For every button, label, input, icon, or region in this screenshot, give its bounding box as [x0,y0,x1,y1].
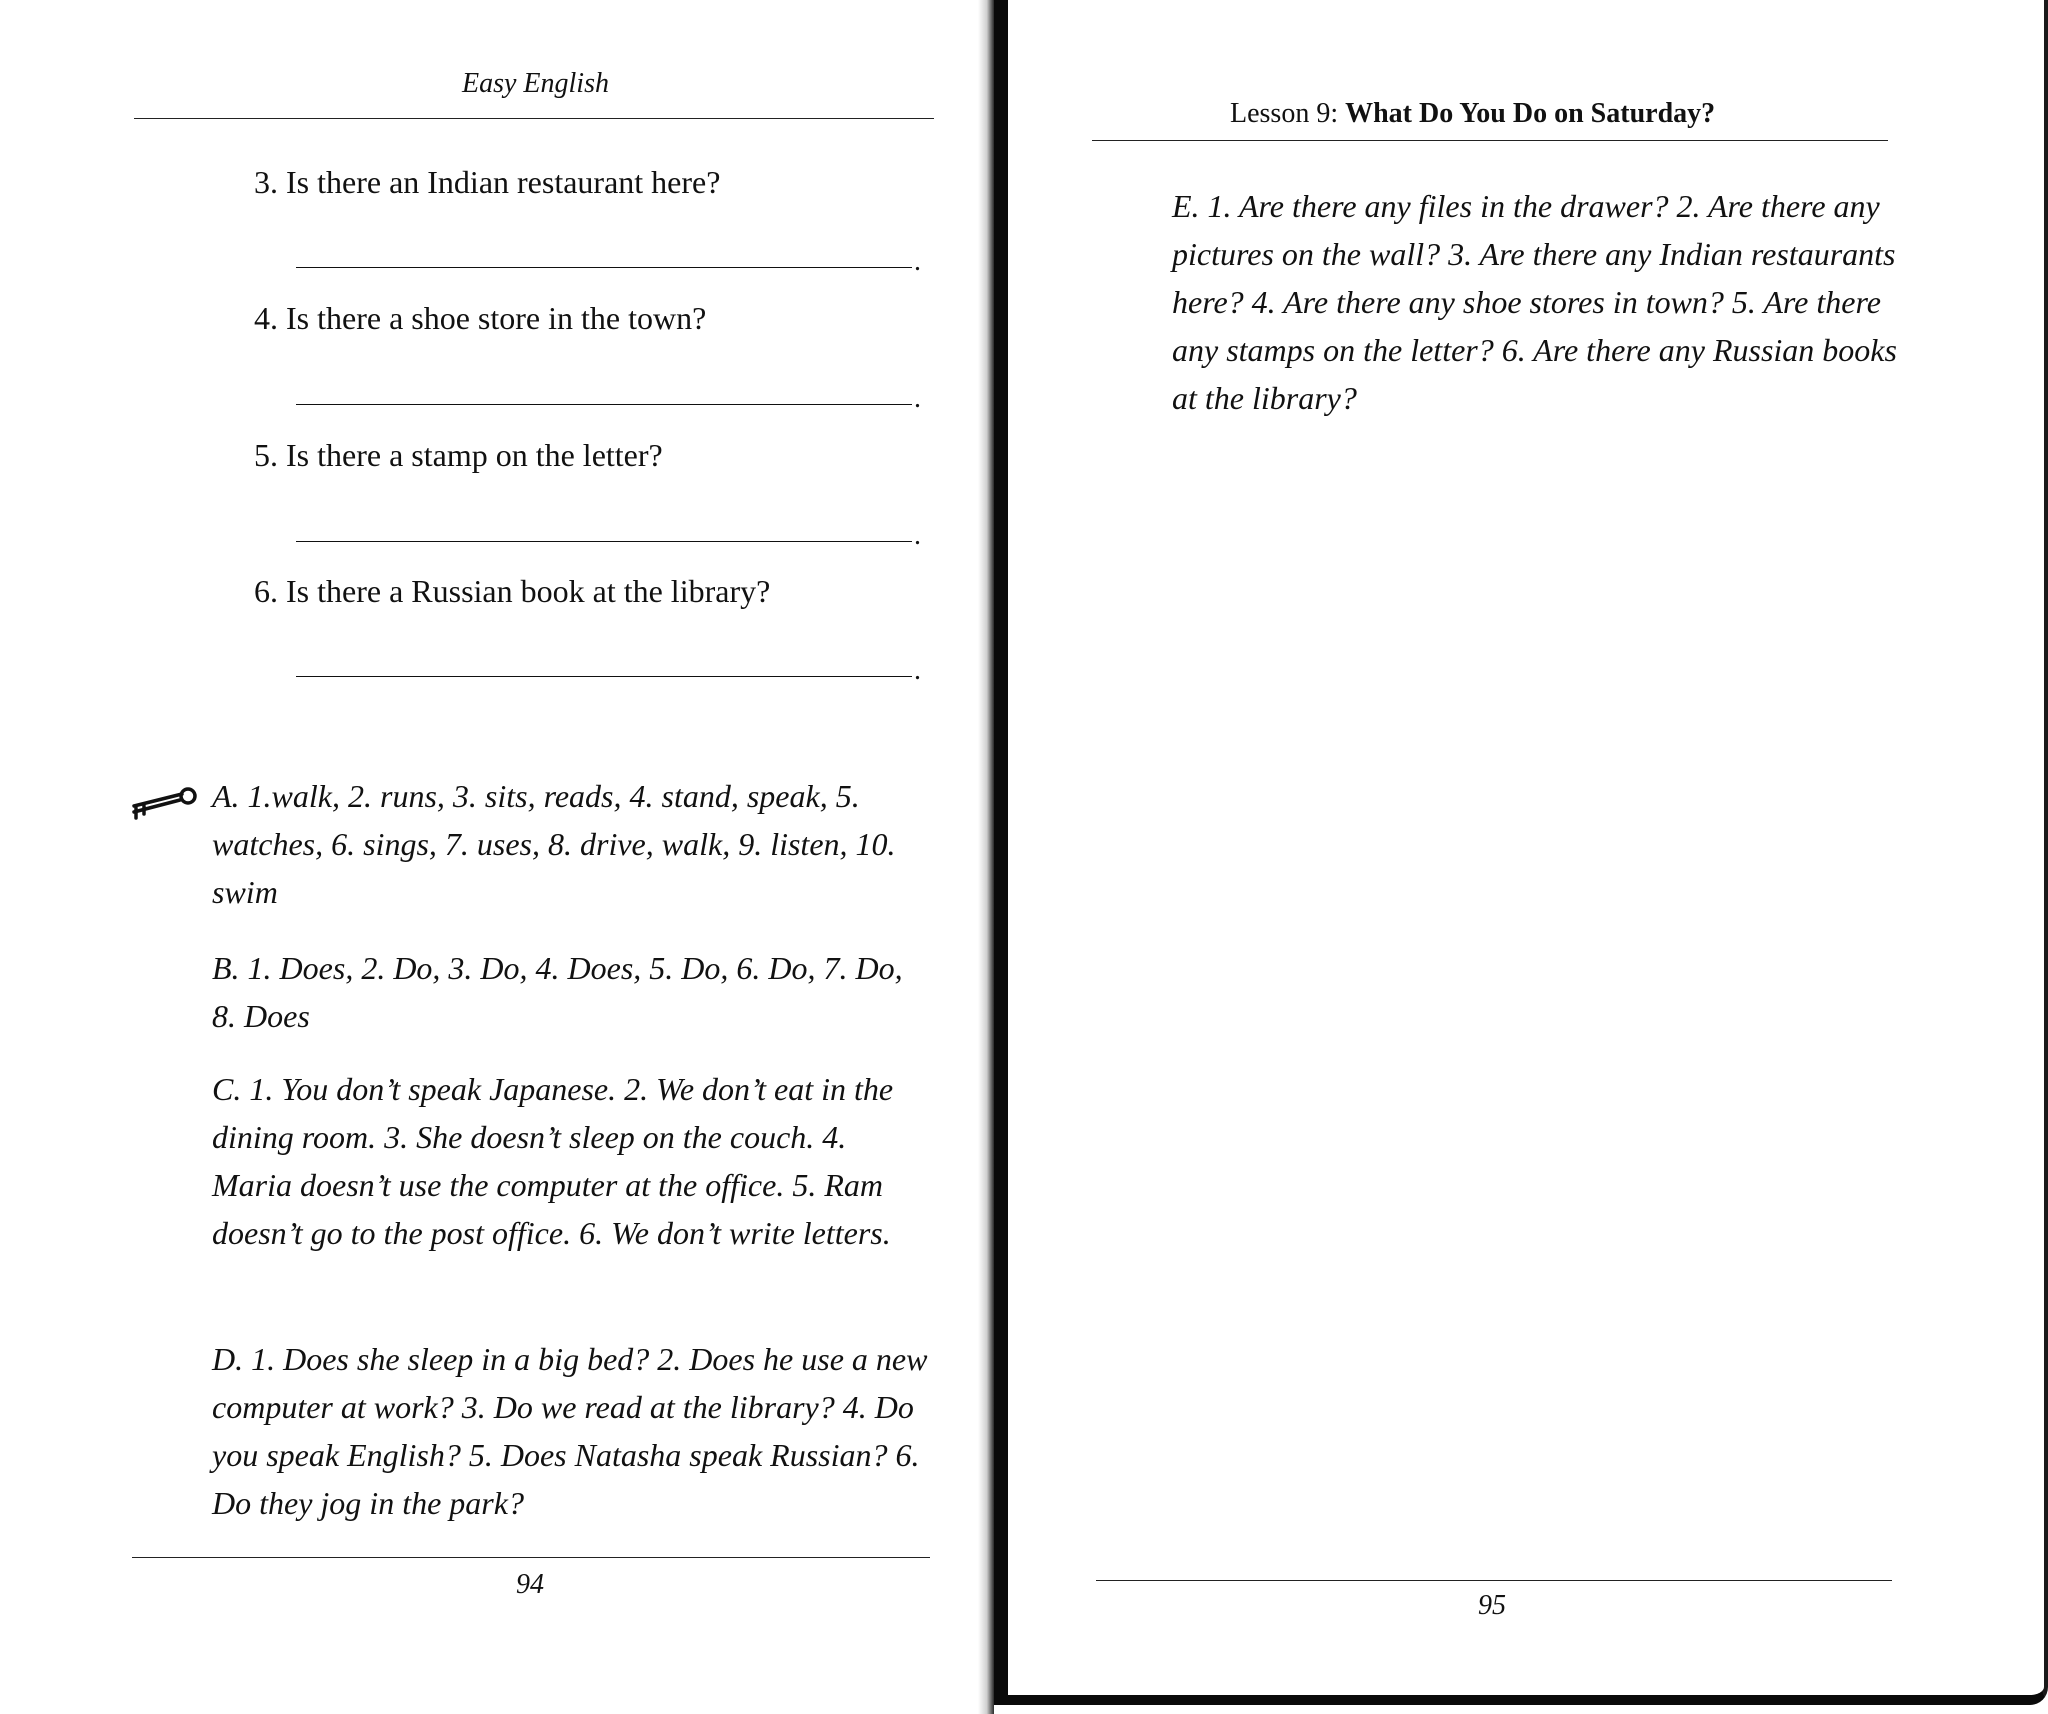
key-icon [128,780,200,820]
footer-rule-right [1096,1580,1892,1581]
running-head-title: What Do You Do on Saturday? [1345,98,1716,129]
answer-key-A: A. 1.walk, 2. runs, 3. sits, reads, 4. stand, speak, 5. watches, 6. sings, 7. uses, 8. drive, walk, 9. listen, 10. swim [212,778,896,910]
right-page [994,0,2048,1705]
blank-end-4: . [914,383,921,414]
exercise-item-4: 4. Is there a shoe store in the town? [254,300,707,336]
exercise-item-6: 6. Is there a Russian book at the library? [254,573,771,609]
running-head-left: Easy English [462,68,609,99]
answer-blank-6 [296,676,912,677]
header-rule-right [1092,140,1888,141]
running-head-lesson: Lesson 9: [1230,98,1346,129]
blank-end-6: . [914,655,921,686]
exercise-item-3: 3. Is there an Indian restaurant here? [254,164,721,200]
blank-end-3: . [914,246,921,277]
answer-key-E: E. 1. Are there any files in the drawer? 2. Are there any pictures on the wall? 3. Are there any Indian restaurants here? 4. Are there any shoe stores in town? 5. Are there any stamps on the letter? 6. Are there any Russian books at the library? [1172,188,1897,416]
left-page [0,0,990,1714]
running-head-right [1230,98,1715,130]
header-rule-left [134,118,934,119]
answer-key-D: D. 1. Does she sleep in a big bed? 2. Does he use a new computer at work? 3. Do we read at the library? 4. Do you speak English? 5. Does Natasha speak Russian? 6. Do they jog in the park? [212,1341,928,1521]
answer-key-B: B. 1. Does, 2. Do, 3. Do, 4. Does, 5. Do, 6. Do, 7. Do, 8. Does [212,950,903,1034]
footer-rule-left [132,1557,930,1558]
answer-blank-5 [296,541,912,542]
answer-key-C: C. 1. You don’t speak Japanese. 2. We don’t eat in the dining room. 3. She doesn’t sleep on the couch. 4. Maria doesn’t use the computer at the office. 5. Ram doesn’t go to the post office. 6. We don’t write letters. [212,1071,894,1251]
answer-blank-3 [296,267,912,268]
blank-end-5: . [914,520,921,551]
exercise-item-5: 5. Is there a stamp on the letter? [254,437,663,473]
page-number-left: 94 [516,1569,544,1600]
answer-blank-4 [296,404,912,405]
page-number-right: 95 [1478,1590,1506,1621]
